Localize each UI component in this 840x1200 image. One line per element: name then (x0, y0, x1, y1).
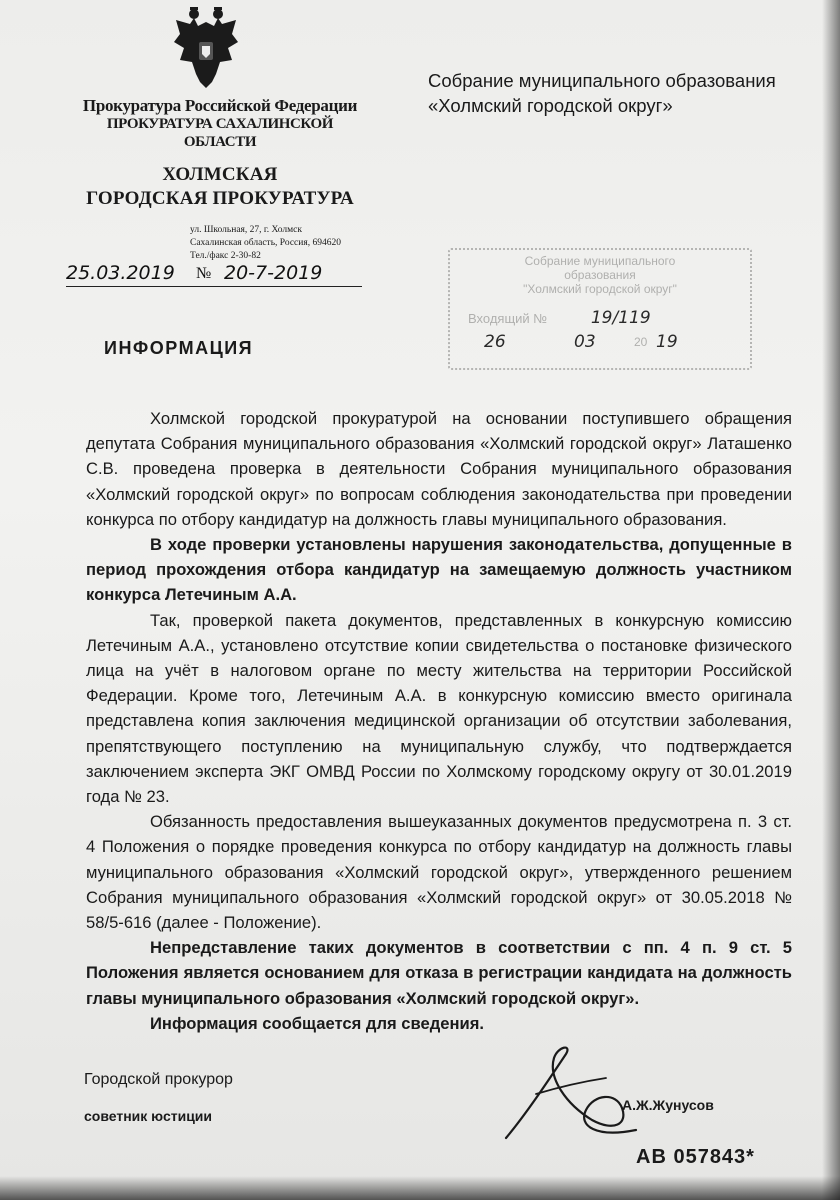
body-paragraph-6: Информация сообщается для сведения. (150, 1013, 484, 1033)
dept-line-2: ГОРОДСКАЯ ПРОКУРАТУРА (86, 188, 354, 209)
incoming-stamp (448, 248, 752, 370)
recipient-line-1: Собрание муниципального образования (428, 70, 776, 91)
stamp-year-prefix: 20 (634, 335, 648, 349)
signatory-name: А.Ж.Жунусов (622, 1097, 714, 1113)
stamp-line-1: Собрание муниципального (524, 254, 676, 268)
stamp-line-2: образования (564, 268, 636, 282)
recipient-line-2: «Холмский городской округ» (428, 95, 673, 116)
outgoing-number-prefix: № (196, 265, 212, 282)
registration-underline (66, 286, 362, 287)
stamp-incoming-row (468, 308, 738, 328)
stamp-year-suffix: 19 (656, 332, 678, 352)
signatory-rank: советник юстиции (84, 1108, 213, 1124)
body-paragraph-3: Так, проверкой пакета документов, представленных в конкурсную комиссию Летечиным А.А., установлено отсутствие копии свидетельства о постановке физического лица на учёт в налоговом органе по месту жительства на территории Российской Федерации. Кроме того, Летечиным А.А. в конкурсную комиссию вместо оригинала представлена копия заключения медицинской организации об отсутствии заболевания, препятствующего поступлению на муниципальную службу, что подтверждается заключением эксперта ЭКГ ОМВД России по Холмскому городскому округу от 30.01.2019 года № 23. (86, 610, 792, 807)
stamp-line-3: "Холмский городской округ" (523, 282, 677, 296)
org-line-1: Прокуратура Российской Федерации (82, 96, 358, 115)
body-paragraph-2: В ходе проверки установлены нарушения законодательства, допущенные в период прохождения отбора кандидатур на замещаемую должность участником конкурса Летечиным А.А. (86, 535, 792, 605)
document-title: ИНФОРМАЦИЯ (104, 338, 254, 358)
outgoing-number: 20-7-2019 (224, 262, 323, 284)
handwritten-signature-icon (496, 1034, 646, 1144)
form-serial-number: АВ 057843* (636, 1146, 755, 1168)
address-line-1: ул. Школьная, 27, г. Холмск (190, 225, 302, 235)
signatory-position: Городской прокурор (84, 1071, 233, 1088)
recipient-block (428, 68, 828, 118)
document-body (86, 406, 792, 1036)
outgoing-date: 25.03.2019 (66, 262, 175, 284)
dept-line-1: ХОЛМСКАЯ (162, 164, 278, 185)
body-paragraph-1: Холмской городской прокуратурой на основании поступившего обращения депутата Собрания муниципального образования «Холмский городской округ» Латашенко С.В. проведена проверка в деятельности Собрания муниципального образования «Холмский городской округ» по вопросам соблюдения законодательства при проведении конкурса по отбору кандидатур на должность главы муниципального образования. (86, 409, 792, 529)
stamp-incoming-number: 19/119 (590, 308, 651, 328)
stamp-incoming-label: Входящий № (468, 311, 548, 326)
page-bottom-shadow (0, 1176, 840, 1200)
address-line-3: Тел./факс 2-30-82 (190, 251, 261, 261)
body-paragraph-5: Непредставление таких документов в соответствии с пп. 4 п. 9 ст. 5 Положения является основанием для отказа в регистрации кандидата на должность главы муниципального образования «Холмский городской округ». (86, 938, 792, 1008)
outgoing-registration (66, 262, 366, 288)
coat-of-arms-icon (172, 4, 240, 94)
body-paragraph-4: Обязанность предоставления вышеуказанных документов предусмотрена п. 3 ст. 4 Положения о порядке проведения конкурса по отбору кандидатур на должность главы муниципального образования «Холмский городской округ», утвержденного решением Собрания муниципального образования «Холмский городской округ» от 30.05.2018 № 58/5-616 (далее - Положение). (86, 812, 792, 933)
sender-header (70, 96, 370, 262)
page-edge-shadow (822, 0, 840, 1200)
stamp-month: 03 (574, 332, 596, 352)
stamp-day: 26 (484, 332, 506, 352)
address-line-2: Сахалинская область, Россия, 694620 (190, 238, 341, 248)
org-line-2: ПРОКУРАТУРА САХАЛИНСКОЙ ОБЛАСТИ (106, 116, 334, 150)
